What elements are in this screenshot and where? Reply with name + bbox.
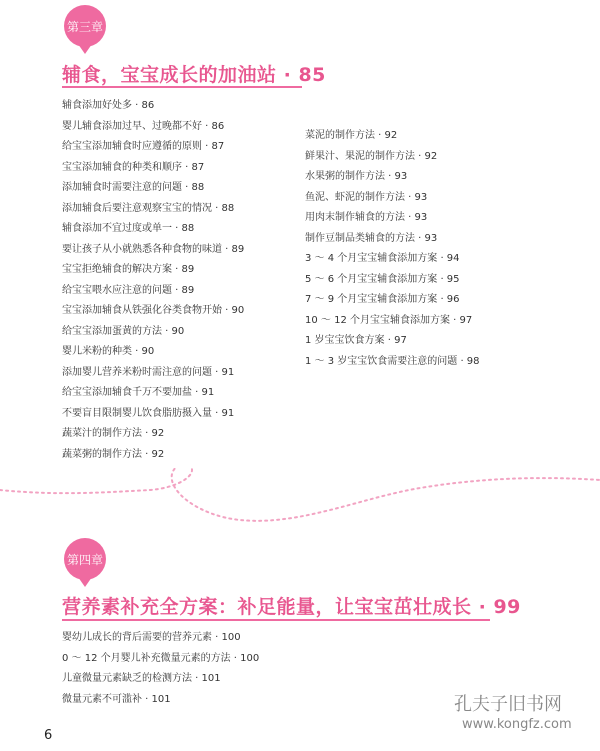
toc-entry: 0 ～ 12 个月婴儿补充微量元素的方法 · 100 [62, 652, 260, 664]
toc-entry: 1 ～ 3 岁宝宝饮食需要注意的问题 · 98 [305, 355, 480, 367]
toc-entry: 婴儿米粉的种类 · 90 [62, 346, 155, 357]
toc-entry: 3 ～ 4 个月宝宝辅食添加方案 · 94 [305, 253, 460, 264]
toc-entry: 1 岁宝宝饮食方案 · 97 [305, 335, 407, 346]
chapter4-badge-tail [78, 577, 92, 587]
toc-entry: 蔬菜汁的制作方法 · 92 [62, 428, 165, 439]
chapter4-badge: 第四章 [64, 538, 106, 580]
toc-entry: 婴儿辅食添加过早、过晚都不好 · 86 [62, 120, 225, 132]
watermark-url: www.kongfz.com [462, 717, 572, 732]
toc-entry: 添加婴儿营养米粉时需注意的问题 · 91 [62, 366, 235, 378]
toc-entry: 添加辅食时需要注意的问题 · 88 [62, 182, 205, 193]
toc-entry: 要让孩子从小就熟悉各种食物的味道 · 89 [62, 243, 245, 255]
toc-entry: 5 ～ 6 个月宝宝辅食添加方案 · 95 [305, 273, 460, 285]
toc-entry: 不要盲目限制婴儿饮食脂肪摄入量 · 91 [62, 407, 235, 419]
toc-entry: 辅食添加好处多 · 86 [62, 100, 155, 111]
toc-entry: 10 ～ 12 个月宝宝辅食添加方案 · 97 [305, 314, 473, 326]
toc-entry: 辅食添加不宜过度或单一 · 88 [62, 223, 195, 234]
toc-entry: 婴幼儿成长的背后需要的营养元素 · 100 [62, 632, 241, 643]
chapter3-left-list [62, 96, 244, 465]
toc-entry: 蔬菜粥的制作方法 · 92 [62, 448, 165, 460]
toc-entry: 给宝宝喂水应注意的问题 · 89 [62, 284, 195, 296]
toc-entry: 宝宝拒绝辅食的解决方案 · 89 [62, 264, 195, 275]
toc-entry: 给宝宝添加辅食时应遵循的原则 · 87 [62, 141, 225, 152]
toc-entry: 给宝宝添加辅食千万不要加盐 · 91 [62, 387, 215, 398]
chapter3-badge: 第三章 [64, 5, 106, 47]
toc-entry: 给宝宝添加蛋黄的方法 · 90 [62, 325, 185, 337]
watermark-text: 孔夫子旧书网 [454, 694, 562, 715]
chapter3-title: 辅食，宝宝成长的加油站 · 85 [62, 64, 326, 86]
toc-entry: 用肉末制作辅食的方法 · 93 [305, 212, 428, 223]
chapter4-title-underline [62, 619, 490, 621]
toc-entry: 宝宝添加辅食的种类和顺序 · 87 [62, 161, 205, 173]
toc-entry: 菜泥的制作方法 · 92 [305, 130, 398, 141]
toc-entry: 制作豆制品类辅食的方法 · 93 [305, 232, 438, 244]
toc-entry: 鲜果汁、果泥的制作方法 · 92 [305, 150, 438, 162]
toc-entry: 7 ～ 9 个月宝宝辅食添加方案 · 96 [305, 294, 460, 305]
toc-entry: 鱼泥、虾泥的制作方法 · 93 [305, 191, 428, 203]
toc-entry: 微量元素不可滥补 · 101 [62, 693, 171, 705]
chapter4-title: 营养素补充全方案：补足能量，让宝宝茁壮成长 · 99 [62, 596, 521, 618]
toc-entry: 儿童微量元素缺乏的检测方法 · 101 [62, 673, 221, 684]
chapter4-list [62, 628, 259, 710]
toc-entry: 宝宝添加辅食从铁强化谷类食物开始 · 90 [62, 305, 245, 316]
chapter3-title-underline [62, 86, 302, 88]
chapter3-badge-tail [78, 44, 92, 54]
toc-entry: 水果粥的制作方法 · 93 [305, 171, 408, 182]
page-number: 6 [44, 728, 53, 743]
chapter3-right-list [305, 126, 480, 372]
toc-entry: 添加辅食后要注意观察宝宝的情况 · 88 [62, 202, 235, 214]
